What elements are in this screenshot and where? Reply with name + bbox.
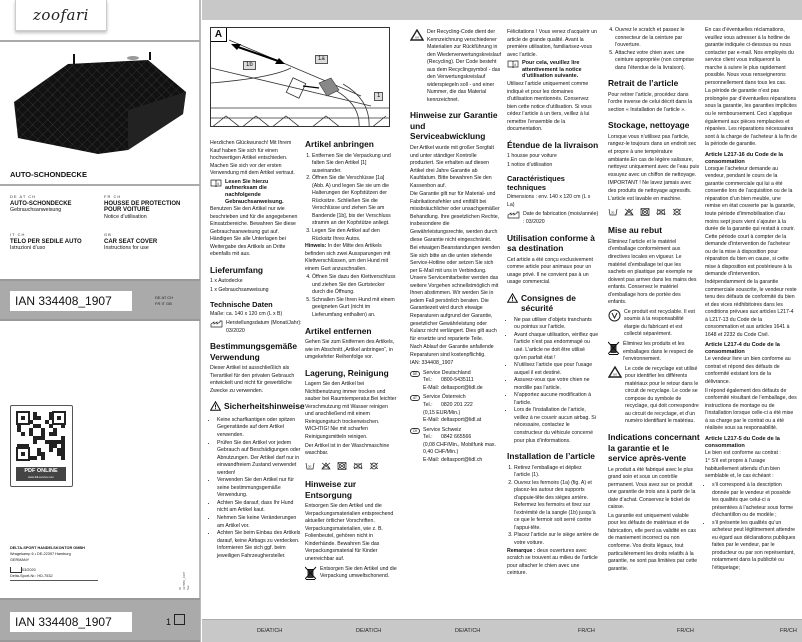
lang-subtitle: Notice d’utilisation: [104, 213, 147, 220]
lang-title: AUTO-SCHONDECKE: [10, 200, 72, 207]
paragraph: Félicitations ! Vous venez d’acquérir un article de grande qualité. Avant la première utilisation, familiarisez-vous avec l’article.: [507, 29, 597, 58]
ian-band-bottom: [0, 598, 200, 642]
cover-page: [0, 0, 201, 642]
paragraph: 1 notice d’utilisation: [507, 161, 553, 168]
note-text: Der Recycling-Code dient der Kennzeichnung verschiedener Materialien zur Rückführung in den Wiederverwertungskreislauf (Recycling). Der Code besteht aus dem Recyclingsymbol - das den Verwertungskreislauf widerspiegeln soll - und einer Nummer, die das Material kennzeichnet.: [427, 29, 502, 103]
ian-band: [0, 279, 200, 321]
paragraph: Cet article a été conçu exclusivement comme article pour animaux pour un usage privé. Il ne convient pas à un usage commercial.: [507, 256, 593, 286]
list-item: 1. Entfernen Sie die Verpackung und falten Sie den Artikel [1] auseinander.: [312, 153, 397, 176]
care-symbols: [305, 462, 397, 474]
section-heading: Lieferumfang: [210, 264, 264, 275]
list-item: • Achten Sie beim Einbau des Artikels darauf, keine Airbags zu verdecken. Informieren Sie sich ggf. beim jeweiligen Fahrzeughersteller.: [217, 530, 302, 560]
note-paragraph: [507, 548, 599, 578]
note-label: Hinweis:: [305, 243, 327, 250]
paragraph: Der Artikel ist in der Waschmaschine waschbar.: [305, 442, 390, 457]
factory-icon: [10, 567, 22, 573]
icon-note: [210, 179, 302, 205]
contact-value: (0,15 EUR/Min.): [423, 409, 461, 416]
section-heading: Hinweise zur Garantie und Serviceabwicklung: [410, 110, 498, 142]
product-title: AUTO-SCHONDECKE: [10, 170, 87, 179]
paragraph: Entsorgen Sie den Artikel und die Verpackungsmaterialien entsprechend aktueller örtlicher Vorschriften. Verpackungsmaterialien, wie z. B. Folienbeutel, gehören nicht in Kinderhände. Bewahren Sie das Verpackungsmaterial für Kinder unerreichbar auf.: [305, 503, 394, 563]
ian-number: IAN 334408_1907: [10, 612, 132, 632]
lang-title: CAR SEAT COVER: [104, 238, 158, 245]
spacer: [410, 385, 423, 393]
contact-value: 0800-5435111: [441, 377, 474, 384]
paragraph: Gehen Sie zum Entfernen des Artikels, wie im Abschnitt „Artikel anbringen“, in umgekehrter Reihenfolge vor.: [305, 339, 395, 361]
qr-code[interactable]: [10, 405, 73, 487]
icon-note: [410, 29, 502, 104]
icon-note: [507, 211, 599, 226]
wash-30-icon: [305, 462, 315, 474]
paragraph: 1 x Autodecke: [210, 278, 243, 285]
icon-note: [608, 309, 700, 339]
list-item: 3. Placez l’article sur le siège arrière de votre voiture.: [514, 532, 599, 547]
footer-bar: [202, 619, 802, 642]
paragraph: Benutzen Sie den Artikel nur wie beschrieben und für die angegebenen Einsatzbereiche. Bewahren Sie diese Gebrauchsanweisung gut auf. Händigen Sie alle Unterlagen bei Weitergabe des Artikels an Dritte ebenfalls mit aus.: [210, 206, 298, 258]
spacer: [410, 377, 423, 385]
page-number: 1: [166, 617, 172, 627]
installation-diagram: [211, 28, 390, 127]
trash-icon: [305, 566, 317, 584]
list-item: 2. Öffnen Sie die Verschlüsse [1a] (Abb. A) und legen Sie sie um die Halterungen der Kopfstützen der Rücksitze. Schließen Sie die Verschlüsse und ziehen Sie am Bandende [1b], bis der Verschluss stramm an der Kopfstütze anliegt.: [312, 175, 397, 228]
section-heading: Stockage, nettoyage: [608, 120, 690, 131]
factory-icon: [507, 211, 520, 226]
callout-1a: 1a: [315, 55, 328, 64]
warning-icon: [507, 293, 518, 314]
spacer: [410, 434, 423, 442]
no-iron-icon: [353, 462, 363, 474]
country-badge: DE: [410, 371, 420, 377]
no-tumble-dry-icon: [337, 462, 347, 474]
contact-value: 0842 665566: [441, 434, 472, 441]
paragraph: Maße: ca. 140 x 120 cm (L x B): [210, 310, 283, 317]
list-item: 5. Schnallen Sie Ihren Hund mit einem geeigneten Gurt (nicht im Lieferumfang enthalten) an.: [312, 297, 397, 320]
factory-icon: [210, 320, 223, 335]
footer-region-label: DE/AT/CH: [455, 628, 481, 634]
note-text: deux ouvertures avec scratch se trouvent au milieu de l’article pour attacher le chien avec une ceinture.: [507, 547, 598, 577]
section-heading: Caractéristiques techniques: [507, 174, 565, 193]
list-item: 4. Öffnen Sie dazu den Klettverschluss und ziehen Sie den Gurtstecker durch die Öffnung.: [312, 274, 397, 297]
paragraph: Bei etwaigen Beanstandungen wenden Sie sich bitte an die unten stehende Service-Hotline oder setzen Sie sich per E-Mail mit uns in Verbindung. Unsere Servicemitarbeiter werden das weitere Vorgehen schnellstmöglich mit Ihnen abstimmen. Wir werden Sie in jedem Fall persönlich beraten. Die Garantiezeit wird durch etwaige Reparaturen aufgrund der Garantie, gesetzlicher Gewährleistung oder Kulanz nicht verlängert. Dies gilt auch für ersetzte und reparierte Teile.: [410, 245, 500, 342]
contact-value: deltasport@lidl.at: [441, 417, 482, 424]
contact-label: Tel.:: [423, 434, 433, 441]
paragraph: 1° S’il est propre à l’usage habituellement attendu d’un bien semblable et, le cas échéant :: [705, 458, 780, 480]
language-fr: [104, 194, 194, 220]
service-contact: [410, 370, 502, 393]
company-country: GERMANY: [10, 558, 30, 562]
paragraph: Le produit a été fabriqué avec le plus grand soin et sous un contrôle permanent. Vous avez sur ce produit une garantie de trois ans à partir de la date d’achat. Conservez le ticket de caisse.: [608, 466, 696, 511]
list-item: • Keine scharfkantigen oder spitzen Gegenstände auf dem Artikel verwenden.: [217, 417, 302, 440]
spacer: [410, 442, 423, 457]
no-dry-clean-icon: [369, 462, 379, 474]
list-item: 5. Attachez votre chien avec une ceinture appropriée (non comprise dans l’étendue de la livraison).: [615, 50, 700, 73]
callout-1: 1: [374, 92, 383, 101]
flag-row: FR IT GB: [155, 301, 172, 306]
section-heading: Article L217-4 du Code de la consommation: [705, 342, 780, 356]
list-item: • Nehmen Sie keine Veränderungen am Artikel vor.: [217, 515, 302, 530]
model-number: Delta-Sport-Nr.: HD-7532: [10, 574, 53, 578]
text-column-2: [305, 133, 397, 585]
list-item: • s’il présente les qualités qu’un acheteur peut légitimement attendre eu égard aux déclarations publiques faites par le vendeur, par le producteur ou par son représentant, notamment dans la publicité ou l’étiquetage;: [712, 520, 797, 573]
icon-note: [305, 566, 397, 584]
book-icon: [210, 179, 222, 205]
footer-region-label: DE/AT/CH: [356, 628, 382, 634]
paragraph: Dieser Artikel ist ausschließlich als Tierartikel für den privaten Gebrauch entwickelt und nicht für gewerbliche Zwecke zu verwenden.: [210, 365, 295, 394]
list-item: • Prüfen Sie den Artikel vor jedem Gebrauch auf Beschädigungen oder Abnutzungen. Der Artikel darf nur in einwandfreiem Zustand verwendet werden!: [217, 440, 302, 478]
country-badge: AT: [410, 395, 420, 401]
divider: [0, 184, 200, 186]
note-text: Pour cela, veuillez lire attentivement la notice d’utilisation suivante.: [522, 60, 582, 80]
flag-row: DE AT CH: [155, 295, 174, 300]
list-item: • Avant chaque utilisation, vérifiez que l’article n’est pas endommagé ou usé. L’article ne doit être utilisé qu’en parfait état !: [514, 332, 599, 362]
svg-text:i: i: [217, 180, 219, 186]
text-column-1: [210, 140, 305, 560]
callout-1b: 1b: [243, 61, 256, 70]
no-iron-icon: [656, 208, 666, 220]
paragraph: Die Garantie gilt nur für Material- und Fabrikationsfehler und entfällt bei missbräuchlicher oder unsachgemäßer Behandlung. Ihre gesetzlichen Rechte, insbesondere die Gewährleistungsrechte, werden durch diese Garantie nicht eingeschränkt.: [410, 191, 500, 243]
paragraph: Nach Ablauf der Garantie anfallende Reparaturen sind kostenpflichtig.: [410, 344, 494, 358]
manufacture-date: 03/2020: [22, 568, 36, 572]
brand-logo-text: zoofari: [33, 6, 89, 24]
list-item: 4. Ouvrez le scratch et passez le connecteur de la ceinture par l’ouverture.: [615, 27, 700, 50]
svg-text:XX: XX: [613, 372, 618, 377]
spacer: [410, 410, 423, 418]
section-heading: Étendue de la livraison: [507, 139, 599, 150]
paragraph: Il répond également des défauts de conformité résultant de l’emballage, des instructions de montage ou de l’installation lorsque celle-ci a été mise à sa charge par le contrat ou a été réalisée sous sa responsabilité.: [705, 387, 797, 432]
language-it: [10, 232, 102, 252]
bullet-list: [705, 482, 797, 573]
qr-pattern: [16, 411, 66, 461]
paragraph: IMPORTANT ! Ne lavez jamais avec des produits de nettoyage agressifs.: [608, 180, 692, 194]
paragraph: Lagern Sie den Artikel bei Nichtbenutzung immer trocken und sauber bei Raumtemperatur.Bei leichter Verschmutzung mit Wasser reinigen und anschließend mit einem Reinigungstuch trockenwischen. WICHTIG! Nie mit scharfen Reinigungsmitteln reinigen.: [305, 381, 397, 440]
lang-subtitle: Istruzioni d’uso: [10, 245, 46, 251]
pdf-online-url: www.lidl-service.com: [28, 475, 54, 479]
numbered-list: [305, 153, 397, 244]
svg-text:i: i: [514, 62, 516, 68]
company-info: [10, 545, 100, 581]
brand-logo: [15, 0, 107, 31]
contact-label: E-Mail:: [423, 384, 440, 391]
list-item: • Ne pas utiliser d’objets tranchants ou pointus sur l’article.: [514, 317, 599, 332]
text-column-4: [507, 29, 599, 579]
pdf-online-title: PDF ONLINE: [24, 468, 58, 474]
paragraph: Der Artikel wurde mit großer Sorgfalt und unter ständiger Kontrolle produziert. Sie erhalten auf diesen Artikel drei Jahre Garantie ab Kaufdatum. Bitte bewahren Sie den Kassenbon auf.: [410, 144, 494, 189]
bullet-list: [507, 317, 599, 445]
lang-title: HOUSSE DE PROTECTION POUR VOITURE: [104, 200, 181, 213]
list-item: • Achten Sie darauf, dass Ihr Hund nicht am Artikel kaut.: [217, 500, 302, 515]
svg-text:XX: XX: [415, 35, 420, 40]
contact-value: Service Schweiz: [423, 426, 462, 433]
list-item: • N’apportez aucune modification à l’article.: [514, 392, 599, 407]
paragraph: Lorsque l’acheteur demande au vendeur, pendant le cours de la garantie commerciale qui lui a été consentie lors de l’acquisition ou de la réparation d’un bien meuble, une remise en état couverte par la garantie, toute période d’immobilisation d’au moins sept jours vient s’ajouter à la durée de la garantie qui restait à courir. Cette période court à compter de la demande d’intervention de l’acheteur ou de la mise à disposition pour réparation du bien en cause, si cette mise à disposition est postérieure à la demande d’intervention. Indépendamment de la garantie commerciale souscrite, le vendeur reste tenu des défauts de conformité du bien et des vices rédhibitoires dans les conditions prévues aux articles L217-4 à L217-13 du Code de la consommation et aux articles 1641 à 1648 et 2232 du Code Civil.: [705, 165, 797, 338]
numbered-list: [305, 274, 397, 319]
trash-icon: [608, 341, 620, 364]
section-heading: Lagerung, Reinigung: [305, 367, 389, 378]
paragraph: La période de garantie n’est pas prolongée par d’éventuelles réparations sous la garantie, les garanties implicites ou le remboursement. Ceci s’applique également aux pièces remplacées et réparées. Les réparations nécessaires sont à la charge de l’acheteur à la fin de la période de garantie.: [705, 88, 797, 148]
icon-note: [608, 366, 700, 426]
section-heading: Installation de l’article: [507, 451, 595, 462]
section-heading: Indications concernant la garantie et le service après-vente: [608, 432, 700, 464]
note-text: In der Mitte des Artikels befinden sich zwei Aussparungen mit Klettverschlüssen, um den Hund mit einem Gurt anzuschnallen.: [305, 243, 391, 272]
paragraph: En cas d’éventuelles réclamations, veuillez vous adresser à la hotline de garantie indiquée ci-dessous ou nous contacter par e-mail. Nos employés du service client vous indiqueront la marche à suivre le plus rapidement possible. Nous vous renseignerons personnellement dans tous les cas.: [705, 27, 794, 86]
book-icon: [507, 60, 519, 80]
section-heading: Bestimmungsgemäße Verwendung: [210, 341, 298, 362]
company-address: Wragekamp 6 • DE-22397 Hamburg: [10, 552, 71, 556]
safety-heading: [210, 401, 305, 414]
list-item: 2. Ouvrez les fermoirs (1a) (fig. A) et placez-les autour des supports d’appuie-tête des sièges arrière. Refermez les fermoirs et tirez sur l’extrémité de la sangle (1b) jusqu’à ce que le fermoir soit serré contre l’appui-tête.: [514, 480, 599, 533]
text-column-5: [608, 27, 700, 574]
recycle-icon: [410, 29, 424, 104]
footer-region-label: FR/CH: [677, 628, 694, 634]
spacer: [410, 402, 423, 410]
company-name: DELTA-SPORT HANDELSKONTOR GMBH: [10, 546, 85, 550]
wash-30-icon: [608, 208, 618, 220]
list-item: • N’utilisez l’article que pour l’usage auquel il est destiné.: [514, 362, 599, 377]
paragraph: Lorsque vous n’utilisez pas l’article, rangez-le toujours dans un endroit sec et propre à une température ambiante.En cas de légère salissure, nettoyez uniquement avec de l’eau puis essuyez avec un chiffon de nettoyage.: [608, 133, 700, 178]
no-bleach-icon: [624, 208, 634, 220]
contact-label: Tel.:: [423, 402, 433, 409]
language-gb: [104, 232, 194, 252]
no-tumble-dry-icon: [640, 208, 650, 220]
paragraph: Herzlichen Glückwunsch! Mit Ihrem Kauf haben Sie sich für einen hochwertigen Artikel entschieden. Machen Sie sich vor der ersten Verwendung mit dem Artikel vertraut.: [210, 140, 295, 177]
paragraph: Utilisez l’article uniquement comme indiqué et pour les domaines d’utilisation mentionnés. Conservez bien cette notice d’utilisation. Si vous cédez l’article à un tiers, veillez à lui remettre l’ensemble de la documentation.: [507, 80, 592, 133]
note-text: Ce produit est recyclable. Il est soumis à la responsabilité élargie du fabricant et est collecté séparément.: [624, 308, 695, 338]
paragraph: Pour retirer l’article, procédez dans l’ordre inverse de celui décrit dans la section « Installation de l’article ».: [608, 91, 693, 113]
numbered-list: [507, 465, 599, 548]
note-text: Lesen Sie hierzu aufmerksam die nachfolgende Gebrauchsanweisung.: [225, 178, 284, 205]
flag-list: [155, 295, 173, 307]
icon-note: [210, 320, 302, 335]
contact-value: Service Österreich: [423, 394, 466, 401]
ian-number: IAN 334408_1907: [10, 291, 132, 311]
no-dry-clean-icon: [672, 208, 682, 220]
contact-label: E-Mail:: [423, 456, 440, 463]
flags: FR CH: [104, 194, 122, 199]
section-heading: Technische Daten: [210, 299, 273, 309]
no-bleach-icon: [321, 462, 331, 474]
paragraph: 1 x Gebrauchsanweisung: [210, 286, 269, 293]
note-text: Le code de recyclage est utilisé pour identifier les différents matériaux pour le retour dans le circuit de recyclage. Le code se compose du symbole de recyclage, qui doit correspondre au circuit de recyclage, et d’un numéro identifiant le matériau.: [625, 365, 699, 425]
numbered-list: [608, 27, 700, 72]
safety-heading-text: Sicherheitshinweise: [224, 401, 305, 412]
note-label: Remarque :: [507, 547, 536, 554]
safety-heading: [507, 293, 599, 314]
figure-label: A: [211, 28, 227, 42]
section-heading: Utilisation conforme à sa destination: [507, 232, 595, 254]
section-heading: Artikel anbringen: [305, 139, 374, 149]
note-text: Entsorgen Sie den Artikel und die Verpackung umweltschonend.: [320, 565, 397, 580]
service-contact: [410, 427, 502, 465]
contact-label: E-Mail:: [423, 417, 440, 424]
section-heading: Article L217-16 du Code de la consommation: [705, 151, 784, 165]
header-bar: [202, 0, 802, 20]
paragraph: La garantie est uniquement valable pour les défauts de matériaux et de fabrication, elle perd sa validité en cas de maniement incorrect ou non conforme. Vos droits légaux, tout particulièrement les droits relatifs à la garantie, ne sont pas limitées par cette garantie.: [608, 512, 698, 572]
lang-title: TELO PER SEDILE AUTO: [10, 238, 82, 245]
section-heading: Hinweise zur Entsorgung: [305, 479, 357, 500]
contact-value: (0,08 CHF/Min., Mobilfunk max. 0,40 CHF/Min.): [423, 441, 496, 456]
lang-subtitle: Instructions for use: [104, 245, 149, 251]
flags: DE AT CH: [10, 194, 37, 199]
section-heading: Mise au rebut: [608, 225, 662, 236]
print-code: ID 327880_1907 Sat: [178, 571, 190, 590]
paragraph: 1 housse pour voiture: [507, 153, 557, 160]
service-contact: [410, 394, 502, 424]
spacer: [410, 417, 423, 425]
contact-label: Tel.:: [423, 377, 433, 384]
note-text: Herstellungsdatum (Monat/Jahr): 03/2020: [226, 320, 302, 334]
footer-region-label: FR/CH: [780, 628, 797, 634]
icon-note: [507, 60, 599, 80]
spacer: [410, 457, 423, 465]
fold-square-icon: [174, 614, 185, 625]
flags: GB: [104, 232, 112, 237]
icon-note: [608, 341, 700, 364]
triman-icon: [608, 309, 621, 339]
pdf-online-badge: [16, 467, 66, 481]
language-de: [10, 194, 100, 214]
list-item: • Verwenden Sie den Artikel nur für seine bestimmungsgemäße Verwendung.: [217, 477, 302, 500]
paragraph: IAN: 334408_1907: [410, 360, 454, 367]
contact-value: deltasport@lidl.de: [441, 384, 483, 391]
list-item: • s’il correspond à la description donnée par le vendeur et possède les qualités que celui-ci a présentées à l’acheteur sous forme d’échantillon ou de modèle ;: [712, 482, 797, 520]
paragraph: Éliminez l’article et le matériel d’emballage conformément aux directives locales en vigueur. Le matériel d’emballage tel que les sachets en plastique par exemple ne doivent pas arriver dans les mains des enfants. Conservez le matériel d’emballage hors de portée des enfants.: [608, 238, 697, 306]
section-heading: Article L217-5 du Code de la consommation: [705, 435, 780, 449]
section-heading: Artikel entfernen: [305, 325, 372, 336]
warning-icon: [210, 401, 221, 414]
lang-subtitle: Gebrauchsanweisung: [10, 207, 62, 213]
care-symbols: [608, 208, 700, 220]
paragraph: Dimensions : env. 140 x 120 cm (L x La): [507, 194, 591, 208]
note-text: Éliminez les produits et les emballages dans le respect de l’environnement.: [623, 341, 694, 363]
figure-a: [210, 27, 390, 127]
paragraph: Le bien est conforme au contrat :: [705, 449, 781, 456]
text-column-3: [410, 27, 502, 464]
list-item: 3. Legen Sie den Artikel auf den Rücksitz Ihres Autos.: [312, 228, 397, 243]
flags: IT CH: [10, 232, 26, 237]
paragraph: L’article est lavable en machine.: [608, 196, 682, 203]
product-image: [8, 50, 194, 160]
svg-text:30: 30: [611, 210, 615, 215]
safety-heading-text: Consignes de sécurité: [521, 292, 576, 314]
contact-value: Service Deutschland: [423, 369, 471, 376]
list-item: • Assurez-vous que votre chien ne mordille pas l’article.: [514, 377, 599, 392]
recycle-icon: [608, 366, 622, 426]
list-item: • Lors de l’installation de l’article, veillez à ne couvrir aucun airbag. Si nécessaire, contactez le constructeur du véhicule concerné pour plus d’informations.: [514, 407, 599, 445]
divider: [10, 580, 98, 581]
footer-region-label: DE/AT/CH: [257, 628, 283, 634]
list-item: 1. Retirez l’emballage et dépliez l’article (1).: [514, 465, 599, 480]
divider: [0, 40, 200, 42]
contact-value: 0820 201 222: [441, 402, 473, 409]
footer-region-label: FR/CH: [578, 628, 595, 634]
contact-value: deltasport@lidl.ch: [441, 456, 483, 463]
svg-text:30: 30: [308, 464, 312, 469]
note-text: Date de fabrication (mois/année) : 03/2020: [523, 211, 599, 226]
country-badge: CH: [410, 428, 420, 434]
note-paragraph: [305, 243, 397, 273]
paragraph: Le vendeur livre un bien conforme au contrat et répond des défauts de conformité existant lors de la délivrance.: [705, 356, 791, 385]
text-column-6: [705, 27, 797, 573]
bullet-list: [210, 417, 302, 560]
section-heading: Retrait de l’article: [608, 78, 679, 89]
